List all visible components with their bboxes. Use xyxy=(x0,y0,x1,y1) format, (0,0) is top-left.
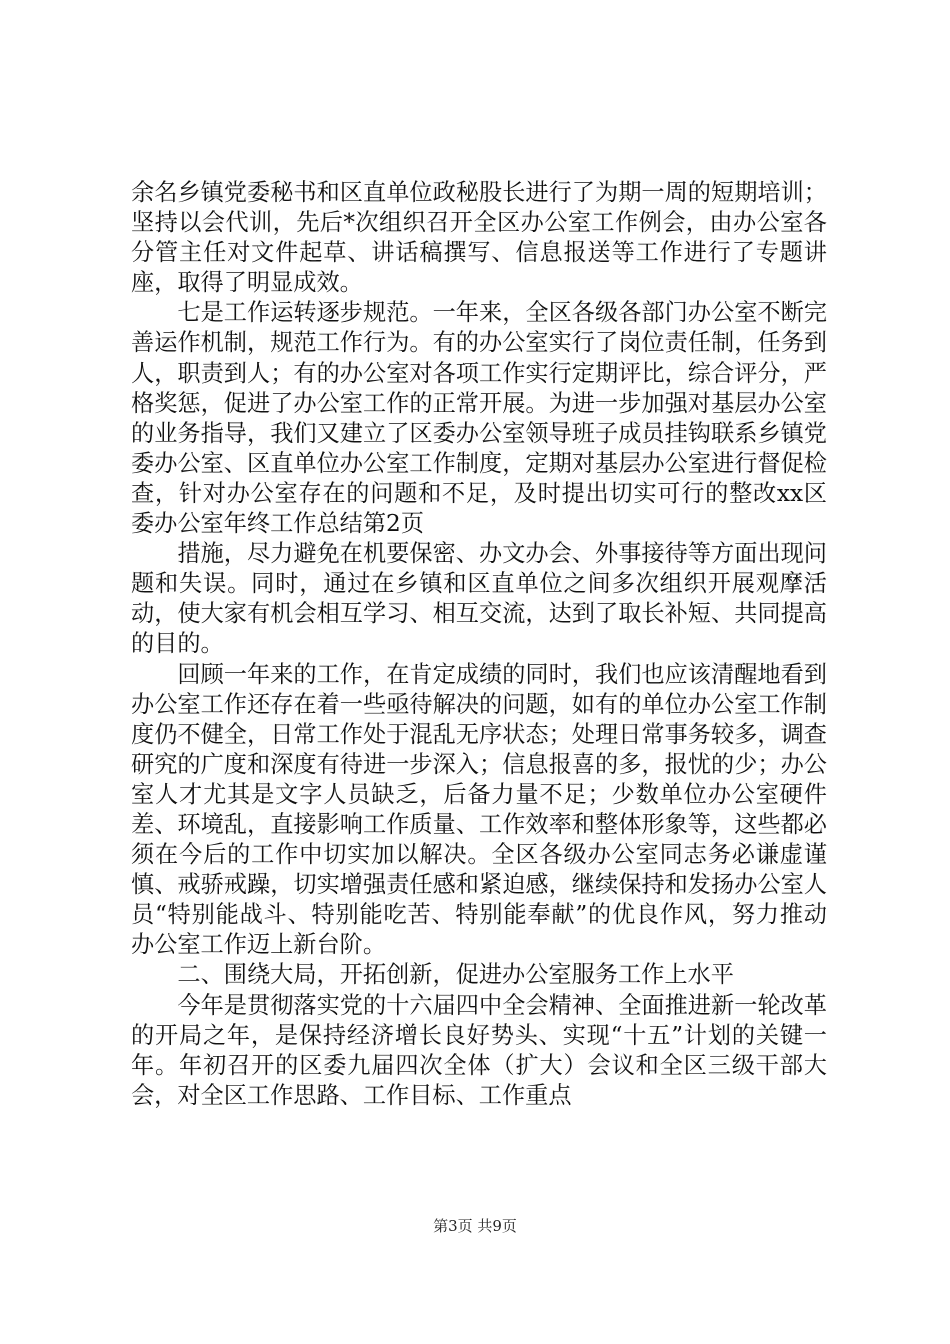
paragraph-review-problems: 回顾一年来的工作，在肯定成绩的同时，我们也应该清醒地看到办公室工作还存在着一些亟待解决的问题，如有的单位办公室工作制度仍不健全，日常工作处于混乱无序状态；处理日常事务较多，调查研究的广度和深度有待进一步深入；信息报喜的多，报忧的少；办公室人才尤其是文字人员缺乏，后备力量不足；少数单位办公室硬件差、环境乱，直接影响工作质量、工作效率和整体形象等，这些都必须在今后的工作中切实加以解决。全区各级办公室同志务必谦虚谨慎、戒骄戒躁，切实增强责任感和紧迫感，继续保持和发扬办公室人员“特别能战斗、特别能吃苦、特别能奉献”的优良作风，努力推动办公室工作迈上新台阶。 xyxy=(131,660,827,959)
paragraph-work-standardization: 七是工作运转逐步规范。一年来，全区各级各部门办公室不断完善运作机制，规范工作行为。有的办公室实行了岗位责任制，任务到人，职责到人；有的办公室对各项工作实行定期评比，综合评分，严格奖惩，促进了办公室工作的正常开展。为进一步加强对基层办公室的业务指导，我们又建立了区委办公室领导班子成员挂钩联系乡镇党委办公室、区直单位办公室工作制度，定期对基层办公室进行督促检查，针对办公室存在的问题和不足，及时提出切实可行的整改xx区委办公室年终工作总结第2页 xyxy=(131,299,827,538)
page-number-label: 第3页 共9页 xyxy=(433,1217,517,1235)
paragraph-this-year: 今年是贯彻落实党的十六届四中全会精神、全面推进新一轮改革的开局之年，是保持经济增长良好势头、实现“十五”计划的关键一年。年初召开的区委九届四次全体（扩大）会议和全区三级干部大会，对全区工作思路、工作目标、工作重点 xyxy=(131,991,827,1109)
document-body xyxy=(131,178,827,1111)
paragraph-training-continuation: 余名乡镇党委秘书和区直单位政秘股长进行了为期一周的短期培训；坚持以会代训，先后*次组织召开全区办公室工作例会，由办公室各分管主任对文件起草、讲话稿撰写、信息报送等工作进行了专题讲座，取得了明显成效。 xyxy=(131,179,827,297)
page-footer xyxy=(0,1216,950,1236)
section-heading-two: 二、围绕大局，开拓创新，促进办公室服务工作上水平 xyxy=(177,961,734,989)
paragraph-measures: 措施，尽力避免在机要保密、办文办会、外事接待等方面出现问题和失误。同时，通过在乡镇和区直单位之间多次组织开展观摩活动，使大家有机会相互学习、相互交流，达到了取长补短、共同提高的目的。 xyxy=(131,540,827,658)
